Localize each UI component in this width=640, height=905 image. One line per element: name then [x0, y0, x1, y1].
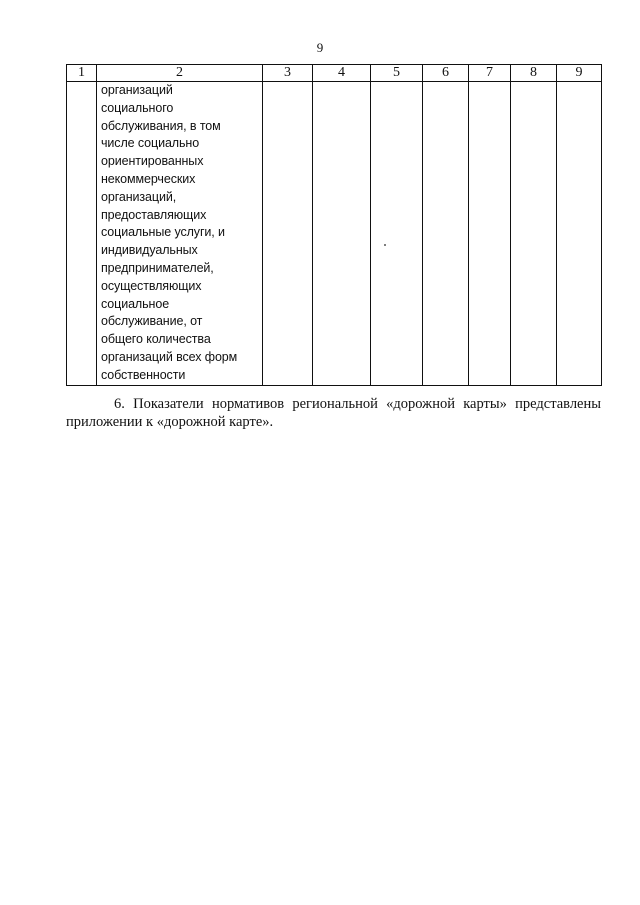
description-line: предоставляющих: [101, 207, 207, 222]
column-header-4: 4: [313, 65, 371, 82]
column-header-6: 6: [423, 65, 469, 82]
column-header-5: 5: [371, 65, 423, 82]
description-line: общего количества: [101, 332, 211, 347]
description-line: числе социально: [101, 136, 200, 151]
table-cell-col-6: [423, 82, 469, 386]
body-paragraph: [66, 395, 601, 431]
description-line: осуществляющих: [101, 278, 202, 293]
table-cell-col-5: [371, 82, 423, 386]
description-line: ориентированных: [101, 154, 204, 169]
indicators-table: [66, 64, 602, 386]
column-header-7: 7: [469, 65, 511, 82]
scan-speck: [384, 244, 386, 246]
description-line: обслуживание, от: [101, 314, 203, 329]
description-line: предпринимателей,: [101, 260, 214, 275]
description-line: некоммерческих: [101, 171, 196, 186]
table-header-row: [67, 65, 602, 82]
table-row: [67, 82, 602, 386]
table-cell-col-4: [313, 82, 371, 386]
column-header-9: 9: [557, 65, 602, 82]
table-cell-col-8: [511, 82, 557, 386]
column-header-8: 8: [511, 65, 557, 82]
description-line: индивидуальных: [101, 243, 198, 258]
description-line: организаций всех форм: [101, 349, 238, 364]
table-cell-col-3: [263, 82, 313, 386]
description-line: социальные услуги, и: [101, 225, 225, 240]
column-header-3: 3: [263, 65, 313, 82]
table-cell-col-7: [469, 82, 511, 386]
table-cell-col-1: [67, 82, 97, 386]
description-line: собственности: [101, 367, 186, 382]
paragraph-line: 6. Показатели нормативов региональной «дорожной карты» представлены: [114, 396, 601, 412]
description-line: организаций,: [101, 189, 177, 204]
description-line: обслуживания, в том: [101, 118, 221, 133]
paragraph-line: приложении к «дорожной карте».: [66, 414, 274, 430]
description-line: организаций: [101, 83, 173, 97]
indicator-description-cell: [97, 82, 263, 386]
table-cell-col-9: [557, 82, 602, 386]
description-line: социальное: [101, 296, 170, 311]
column-header-2: 2: [97, 65, 263, 82]
page-number: 9: [316, 40, 324, 55]
description-line: социального: [101, 100, 174, 115]
column-header-1: 1: [67, 65, 97, 82]
